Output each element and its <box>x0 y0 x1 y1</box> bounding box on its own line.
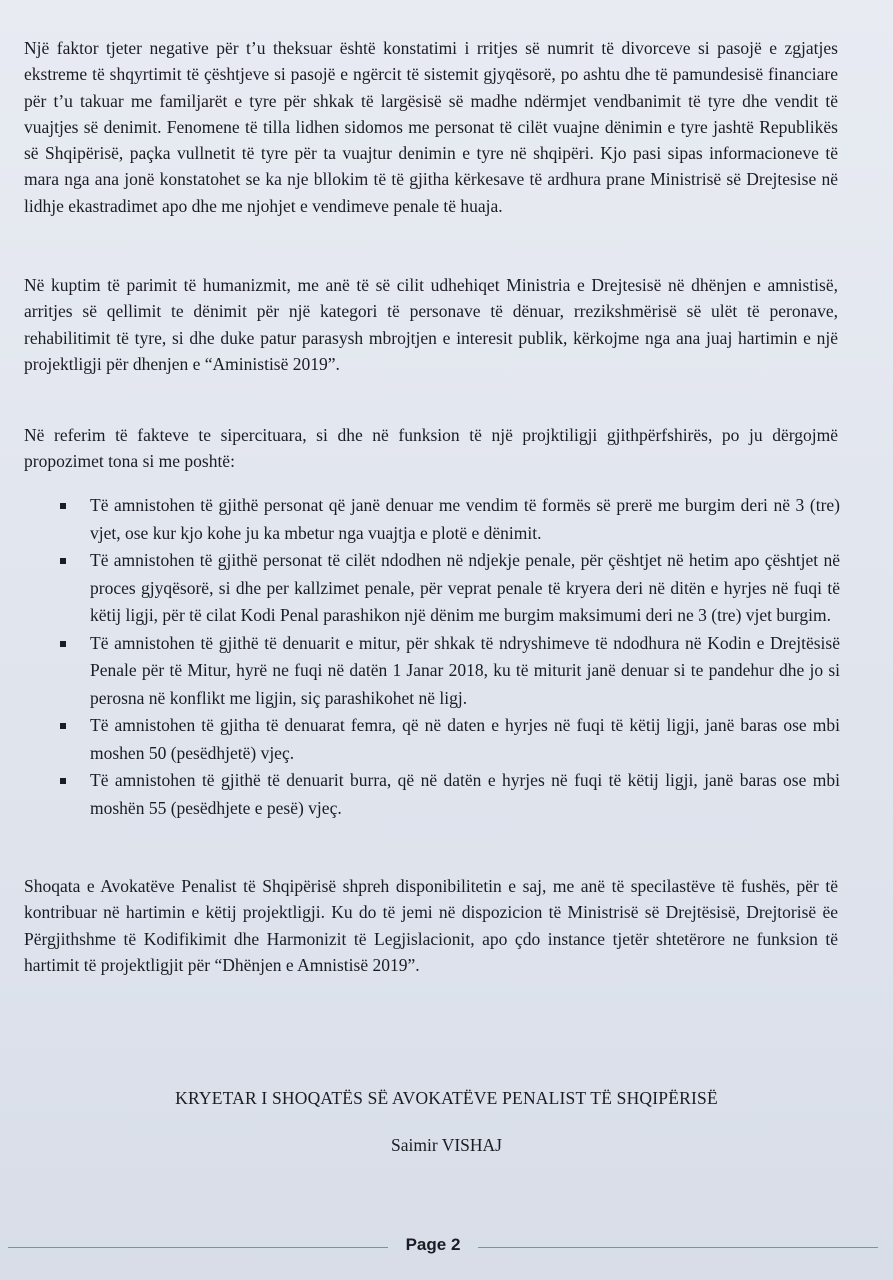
signature-title: KRYETAR I SHOQATËS SË AVOKATËVE PENALIST TË SHQIPËRISË <box>175 1088 718 1108</box>
page-footer <box>0 1233 893 1263</box>
square-bullet-icon <box>60 723 66 729</box>
proposal-text: Të amnistohen të gjithë personat që janë denuar me vendim të formës së prerë me burgim deri në 3 (tre) vjet, ose kur kjo kohe ju ka mbetur nga vuajtja e plotë e dënimit. <box>90 495 840 543</box>
square-bullet-icon <box>60 641 66 647</box>
proposal-text: Të amnistohen të gjithë personat të cilët ndodhen në ndjekje penale, për çështjet në hetim apo çështjet në proces gjyqësorë, si dhe per kallzimet penale, për veprat penale të kryera deri në ditën e hyrjes në fuqi të këtij ligji, për të cilat Kodi Penal parashikon një dënim me burgim maksimumi deri ne 3 (tre) vjet burgim. <box>90 550 840 625</box>
square-bullet-icon <box>60 503 66 509</box>
paragraph-humanism-request: Në kuptim të parimit të humanizmit, me anë të së cilit udhehiqet Ministria e Drejtesisë në dhënjen e amnistisë, arritjes së qellimit te dënimit për një kategori të personave të dënuar, rrezikshmërisë së ulët të peronave, rehabilitimit të tyre, si dhe duke patur parasysh mbrojtjen e interesit publik, kërkojme nga ana juaj hartimin e një projektligji për dhenjen e “Aministisë 2019”. <box>24 275 838 374</box>
footer-rule-right <box>478 1247 878 1248</box>
proposals-list <box>60 492 840 822</box>
proposal-text: Të amnistohen të gjithë të denuarit e mitur, për shkak të ndryshimeve të ndodhura në Kodin e Drejtësisë Penale për të Mitur, hyrë ne fuqi në datën 1 Janar 2018, ku të miturit janë denuar si te pandehur dhe jo si perosna në konflikt me ligjin, siç parashikohet në ligj. <box>90 632 840 708</box>
proposal-text: Të amnistohen të gjithë të denuarit burra, që në datën e hyrjes në fuqi të këtij ligji, janë baras ose mbi moshën 55 (pesëdhjete e pesë) vjeç. <box>90 770 840 818</box>
paragraph-proposals-intro: Në referim të fakteve te sipercituara, si dhe në funksion të një projktiligji gjithpërfshirës, po ju dërgojmë propozimet tona si me poshtë: <box>24 425 838 472</box>
square-bullet-icon <box>60 778 66 784</box>
paragraph-divorce-factor: Një faktor tjeter negative për t’u theksuar është konstatimi i rritjes së numrit të divorceve si pasojë e zgjatjes ekstreme të shqyrtimit të çështjeve si pasojë e ngërcit të sistemit gjyqësorë, po ashtu dhe të pamundesisë financiare për t’u takuar me familjarët e tyre për shkak të largësisë së madhe ndërmjet vendbanimit të tyre dhe vendit të vuajtjes së denimit. Fenomene të tilla lidhen sidomos me personat të cilët vuajne dënimin e tyre jashtë Republikës së Shqipërisë, paçka vullnetit të tyre për ta vuajtur denimin e tyre në shqipëri. Kjo pasi sipas informacioneve të mara nga ana jonë konstatohet se ka nje bllokim të të gjitha kërkesave të ardhura prane Ministrisë së Drejtesise në lidhje ekastradimet apo dhe me njohjet e vendimeve penale të huaja. <box>24 38 838 216</box>
footer-rule-left <box>8 1247 388 1248</box>
page-number: Page 2 <box>405 1235 461 1254</box>
list-item <box>60 547 840 630</box>
paragraph-availability: Shoqata e Avokatëve Penalist të Shqipërisë shpreh disponibilitetin e saj, me anë të specilastëve të fushës, për të kontribuar në hartimin e këtij projektligji. Ku do të jemi në dispozicion të Ministrisë së Drejtësisë, Drejtorisë ëe Përgjithshme të Kodifikimit dhe Harmonizit të Legjislacionit, apo çdo instance tjetër shtetërore ne funksion të hartimit të projektligjit për “Dhënjen e Amnistisë 2019”. <box>24 876 838 975</box>
list-item <box>60 630 840 713</box>
list-item <box>60 492 840 547</box>
list-item <box>60 767 840 822</box>
proposal-text: Të amnistohen të gjitha të denuarat femra, që në daten e hyrjes në fuqi të këtij ligji, janë baras ose mbi moshen 50 (pesëdhjetë) vjeç. <box>90 715 840 763</box>
signature-name: Saimir VISHAJ <box>390 1135 502 1155</box>
square-bullet-icon <box>60 558 66 564</box>
list-item <box>60 712 840 767</box>
